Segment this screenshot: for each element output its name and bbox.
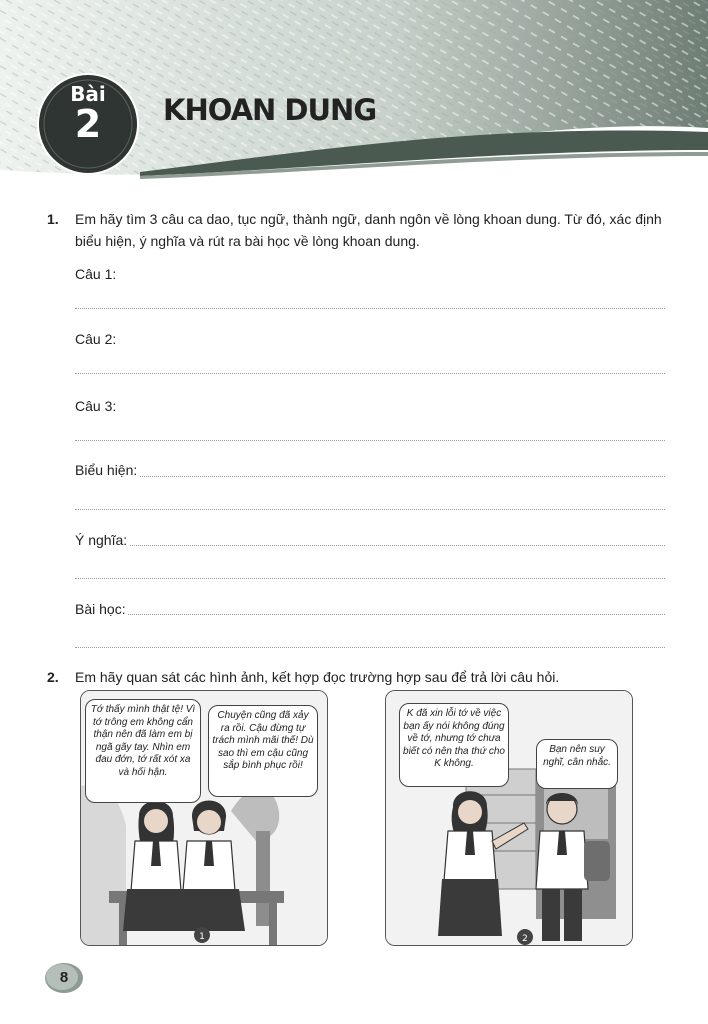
question-2-number: 2. — [47, 669, 59, 685]
panel-number: 2 — [522, 934, 528, 944]
question-1-text: Em hãy tìm 3 câu ca dao, tục ngữ, thành ngữ, danh ngôn về lòng khoan dung. Từ đó, xác định biểu hiện, ý nghĩa và rút ra bài học về lòng khoan dung. — [75, 211, 662, 249]
page-number: 8 — [59, 969, 69, 986]
lesson-number: 2 — [74, 102, 102, 146]
speech-bubble: Tớ thấy mình thật tệ! Vì tớ trông em không cẩn thận nên đã làm em bị ngã gãy tay. Nhìn em đau đớn, tớ rất xót xa và hối hận. — [85, 699, 201, 803]
page-number-badge — [44, 962, 84, 994]
answer-line[interactable] — [75, 308, 665, 309]
field-label-bieu-hien: Biểu hiện: — [75, 462, 138, 478]
answer-line[interactable] — [75, 545, 665, 546]
lesson-badge — [36, 72, 140, 176]
field-label-cau-2: Câu 2: — [75, 331, 117, 347]
answer-line[interactable] — [75, 509, 665, 510]
illustration-panel-1 — [80, 690, 328, 946]
answer-line[interactable] — [75, 476, 665, 477]
field-label-bai-hoc: Bài học: — [75, 601, 126, 617]
answer-line[interactable] — [75, 578, 665, 579]
answer-line[interactable] — [75, 647, 665, 648]
speech-bubble: Chuyện cũng đã xảy ra rồi. Cậu đừng tự trách mình mãi thế! Dù sao thì em cậu cũng sắp bình phục rồi! — [208, 705, 318, 797]
field-label-cau-1: Câu 1: — [75, 266, 117, 282]
speech-bubble: Bạn nên suy nghĩ, cân nhắc. — [536, 739, 618, 789]
illustration-panel-2 — [385, 690, 633, 946]
answer-line[interactable] — [75, 440, 665, 441]
answer-line[interactable] — [75, 614, 665, 615]
lesson-label: Bài — [70, 82, 106, 106]
field-label-cau-3: Câu 3: — [75, 398, 117, 414]
question-1-number: 1. — [47, 211, 59, 227]
lesson-title: KHOAN DUNG — [163, 93, 377, 127]
panel-number: 1 — [199, 932, 205, 942]
speech-bubble: K đã xin lỗi tớ về việc bạn ấy nói không đúng về tớ, nhưng tớ chưa biết có nên tha thứ cho K không. — [399, 703, 509, 787]
field-label-y-nghia: Ý nghĩa: — [75, 532, 128, 548]
answer-line[interactable] — [75, 373, 665, 374]
question-2-text: Em hãy quan sát các hình ảnh, kết hợp đọc trường hợp sau để trả lời câu hỏi. — [75, 669, 560, 685]
